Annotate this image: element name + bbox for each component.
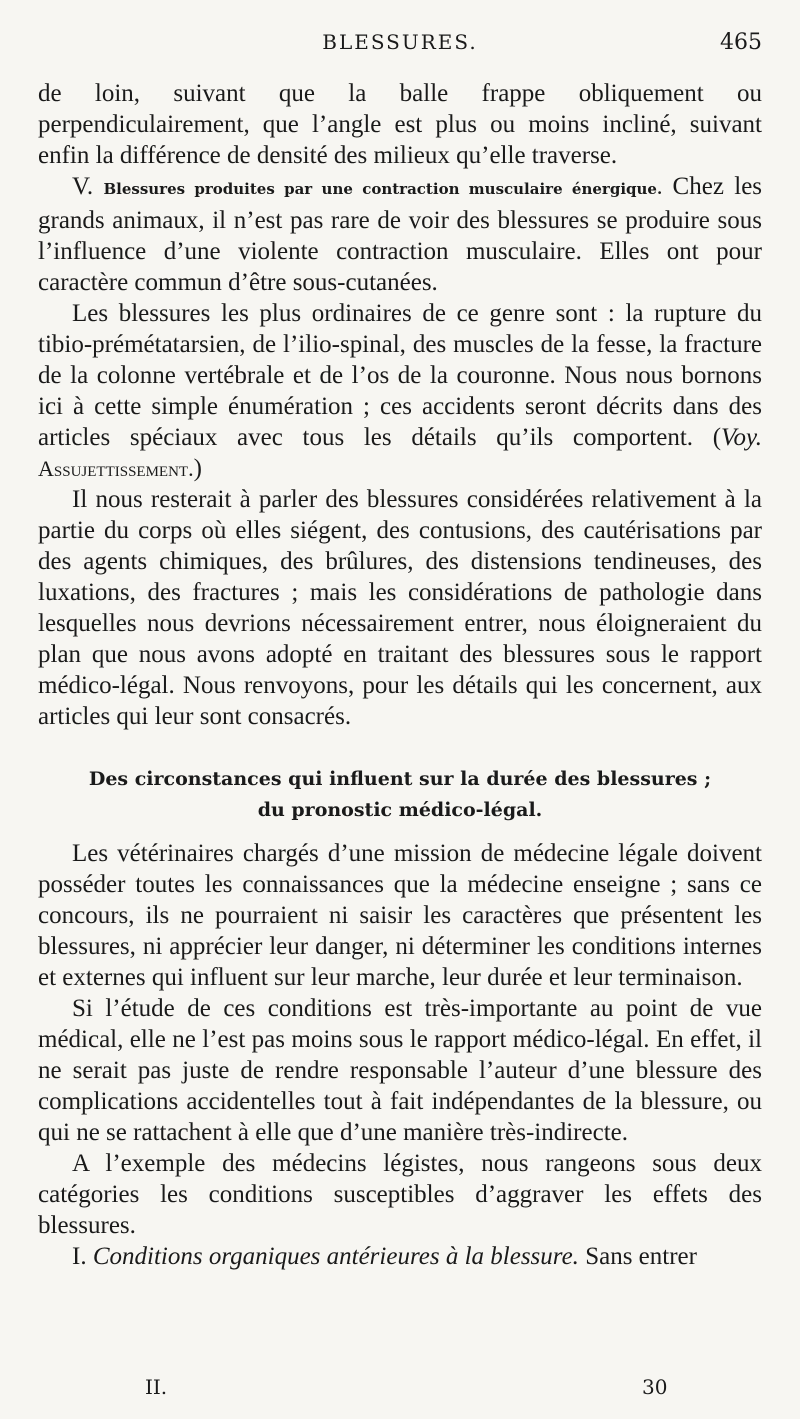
paragraph-5: Les vétérinaires chargés d’une mission de médecine légale doivent posséder toutes les connaissances que la médecine enseigne ; sans ce concours, ils ne pourraient ni saisir les caractères que présentent les blessures, ni apprécier leur danger, ni déterminer les conditions internes et externes qui influent sur leur marche, leur durée et leur terminaison.	[38, 840, 762, 991]
paragraph-3	[38, 298, 762, 484]
paragraph-2-text: Chez les grands animaux, il n’est pas rare de voir des blessures se produire sous l’influence d’une violente contraction musculaire. Elles ont pour caractère commun d’être sous-cutanées.	[38, 173, 763, 296]
closing-paren: )	[193, 455, 202, 482]
section-title	[38, 764, 762, 826]
paragraph-8-text: Sans entrer	[585, 1243, 697, 1270]
footer-signature: II.	[145, 1375, 168, 1399]
section-heading: Blessures produites par une contraction musculaire énergique.	[103, 180, 663, 198]
body-text	[38, 78, 762, 1272]
page-number: 465	[720, 30, 762, 55]
section-title-line-1: Des circonstances qui influent sur la durée des blessures ;	[88, 768, 712, 790]
voy-abbrev: Voy.	[721, 424, 762, 451]
paragraph-6: Si l’étude de ces conditions est très-importante au point de vue médical, elle ne l’est pas moins sous le rapport médico-légal. En effet, il ne serait pas juste de rendre responsable l’auteur d’une blessure des complications accidentelles tout à fait indépendantes de la blessure, ou qui ne se rattachent à elle que d’une manière très-indirecte.	[38, 995, 762, 1146]
section-number: V.	[72, 173, 94, 200]
item-number: I.	[72, 1243, 87, 1270]
paragraph-8	[38, 1241, 762, 1272]
running-title: BLESSURES.	[322, 30, 478, 54]
paragraph-1: de loin, suivant que la balle frappe obliquement ou perpendiculairement, que l’angle est plus ou moins incliné, suivant enfin la différence de densité des milieux qu’elle traverse.	[38, 80, 762, 169]
section-title-line-2: du pronostic médico-légal.	[257, 799, 543, 821]
cross-reference: Assujettissement.	[38, 456, 194, 481]
paragraph-4: Il nous resterait à parler des blessures considérées relativement à la partie du corps où elles siégent, des contusions, des cautérisations par des agents chimiques, des brûlures, des distensions tendineuses, des luxations, des fractures ; mais les considérations de pathologie dans lesquelles nous devrions nécessairement entrer, nous éloigneraient du plan que nous avons adopté en traitant des blessures sous le rapport médico-légal. Nous renvoyons, pour les détails qui les concernent, aux articles qui leur sont consacrés.	[38, 486, 762, 730]
item-heading: Conditions organiques antérieures à la blessure.	[92, 1243, 579, 1270]
footer-sheet-number: 30	[642, 1375, 668, 1399]
paragraph-3-text: Les blessures les plus ordinaires de ce genre sont : la rupture du tibio-prémétatarsien, de l’ilio-spinal, des muscles de la fesse, la fracture de la colonne vertébrale et de l’os de la couronne. Nous nous bornons ici à cette simple énumération ; ces accidents seront décrits dans des articles spéciaux avec tous les détails qu’ils comportent. (	[38, 300, 762, 451]
paragraph-7: A l’exemple des médecins légistes, nous rangeons sous deux catégories les conditions susceptibles d’aggraver les effets des blessures.	[38, 1150, 762, 1239]
paragraph-2	[38, 171, 762, 298]
